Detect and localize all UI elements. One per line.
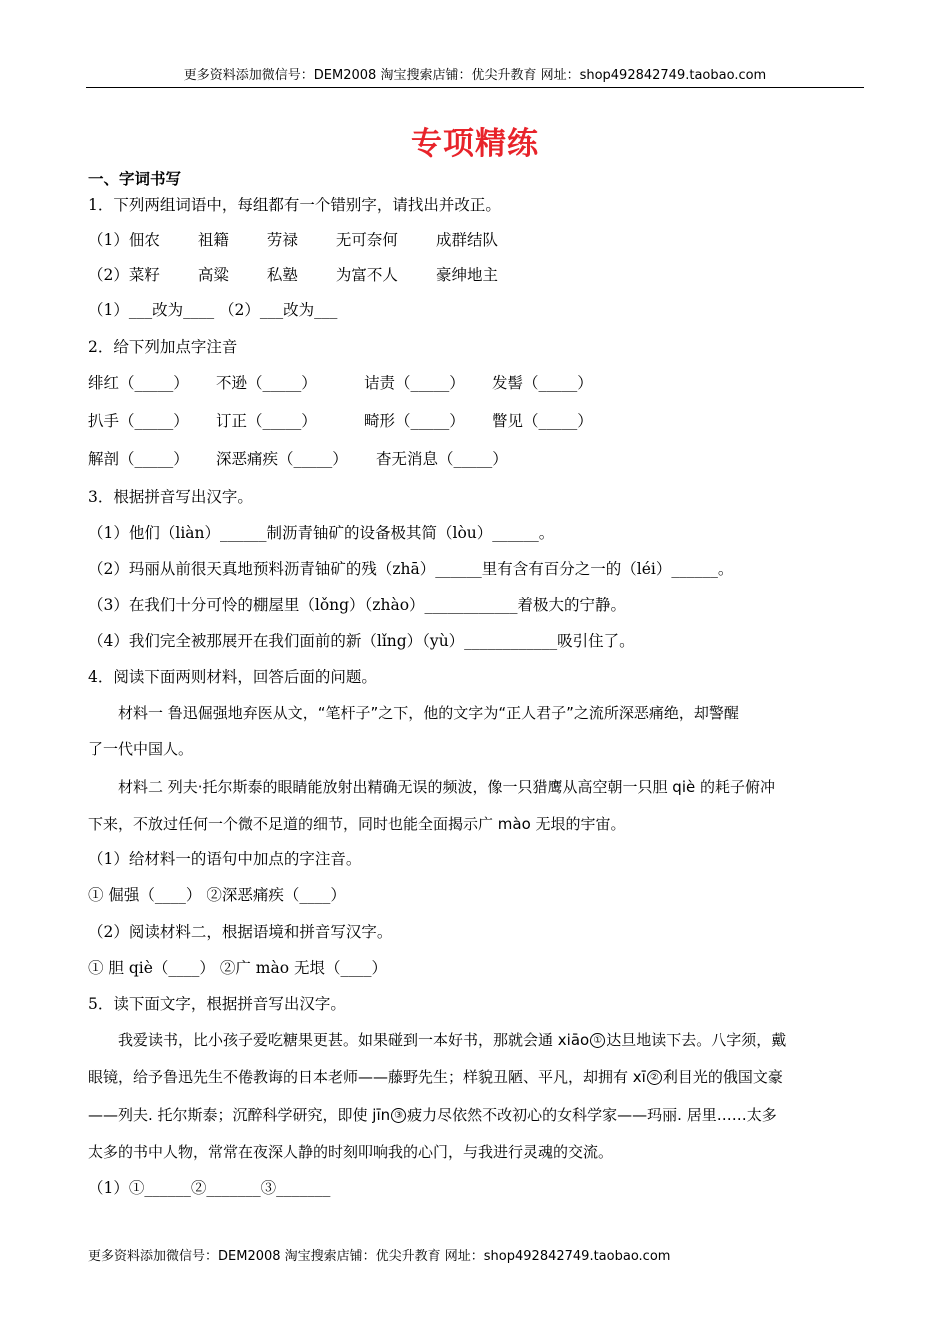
q2-row1 [88, 372, 593, 394]
word: 为富不人 [335, 266, 398, 284]
q4-sub2: （2）阅读材料二，根据语境和拼音写汉字。 [88, 923, 393, 941]
q1-stem: 1．下列两组词语中，每组都有一个错别字，请找出并改正。 [88, 196, 501, 214]
page-title: 专项精练 [411, 126, 539, 162]
word: 高粱 [197, 266, 229, 284]
circled-number: ③ [391, 1108, 406, 1123]
q2-row3 [88, 448, 508, 470]
q4-material2-line1: 材料二 列夫·托尔斯泰的眼睛能放射出精确无误的频波，像一只猎鹰从高空朝一只胆 qiè 的耗子俯冲 [118, 778, 775, 796]
pinyin-item: 深恶痛疾（_____） [216, 450, 348, 468]
q5-passage-line3 [88, 1104, 777, 1126]
word: 豪绅地主 [435, 266, 498, 284]
q5-passage-line4: 太多的书中人物，常常在夜深人静的时刻叩响我的心门，与我进行灵魂的交流。 [88, 1143, 614, 1161]
q1-answer-line: （1）___改为____ （2）___改为___ [88, 301, 338, 319]
word: 成群结队 [435, 231, 498, 249]
q5-stem: 5．读下面文字，根据拼音写出汉字。 [88, 995, 346, 1013]
q1-group1 [88, 229, 498, 251]
word: 劳禄 [266, 231, 298, 249]
q4-material2-line2: 下来，不放过任何一个微不足道的细节，同时也能全面揭示广 mào 无垠的宇宙。 [88, 815, 626, 833]
word: 私塾 [266, 266, 298, 284]
pinyin-item: 解剖（_____） [88, 450, 189, 468]
word: 菜籽 [128, 266, 160, 284]
q1-group2 [88, 264, 498, 286]
text: 我爱读书，比小孩子爱吃糖果更甚。如果碰到一本好书，那就会通 xiāo [118, 1031, 590, 1049]
text: 眼镜，给予鲁迅先生不倦教诲的日本老师——藤野先生；样貌丑陋、平凡，却拥有 xī [88, 1068, 646, 1086]
word: 祖籍 [197, 231, 229, 249]
pinyin-item: 诘责（_____） [364, 374, 465, 392]
page-header: 更多资料添加微信号：DEM2008 淘宝搜索店铺：优尖升教育 网址：shop492842749.taobao.com [183, 68, 767, 83]
text: ——列夫. 托尔斯泰；沉醉科学研究，即使 jīn [88, 1106, 391, 1124]
q3-s2: （2）玛丽从前很天真地预料沥青铀矿的残（zhā）______里有含有百分之一的（léi）______。 [88, 560, 734, 578]
header-divider [86, 87, 864, 88]
pinyin-item: 杳无消息（_____） [376, 450, 508, 468]
text: 疲力尽依然不改初心的女科学家——玛丽. 居里……太多 [407, 1106, 777, 1124]
q3-s4: （4）我们完全被那展开在我们面前的新（lǐng）（yù）____________吸引住了。 [88, 632, 635, 650]
q2-row2 [88, 410, 593, 432]
q4-stem: 4．阅读下面两则材料，回答后面的问题。 [88, 668, 377, 686]
pinyin-item: 绯红（_____） [88, 374, 189, 392]
text: 利目光的俄国文豪 [662, 1068, 783, 1086]
word: 无可奈何 [335, 231, 398, 249]
q4-sub2-answer: ① 胆 qiè（____） ②广 mào 无垠（____） [88, 959, 387, 977]
q4-material1-line1: 材料一 鲁迅倔强地弃医从文，“笔杆子”之下，他的文字为“正人君子”之流所深恶痛绝，却警醒 [118, 704, 739, 722]
q4-material1-line2: 了一代中国人。 [88, 740, 194, 758]
q3-s3: （3）在我们十分可怜的棚屋里（lǒng）（zhào）____________着极大的宁静。 [88, 596, 627, 614]
text: 达旦地读下去。八字须，戴 [606, 1031, 787, 1049]
pinyin-item: 畸形（_____） [364, 412, 465, 430]
word: 佃农 [128, 231, 160, 249]
q1-group1-label: （1） [88, 231, 129, 249]
q1-group2-label: （2） [88, 266, 129, 284]
q4-sub1-answer: ① 倔强（____） ②深恶痛疾（____） [88, 886, 346, 904]
pinyin-item: 瞥见（_____） [492, 412, 593, 430]
pinyin-item: 扒手（_____） [88, 412, 189, 430]
q3-stem: 3．根据拼音写出汉字。 [88, 488, 253, 506]
pinyin-item: 发髻（_____） [492, 374, 593, 392]
q5-answer: （1）①______②_______③_______ [88, 1179, 331, 1197]
q5-passage-line1 [118, 1029, 786, 1051]
circled-number: ① [590, 1033, 605, 1048]
q5-passage-line2 [88, 1066, 783, 1088]
circled-number: ② [647, 1070, 662, 1085]
q4-sub1: （1）给材料一的语句中加点的字注音。 [88, 850, 362, 868]
pinyin-item: 不逊（_____） [216, 374, 317, 392]
pinyin-item: 订正（_____） [216, 412, 317, 430]
q2-stem: 2．给下列加点字注音 [88, 338, 238, 356]
section-heading: 一、字词书写 [88, 170, 182, 188]
page-footer: 更多资料添加微信号：DEM2008 淘宝搜索店铺：优尖升教育 网址：shop492842749.taobao.com [88, 1249, 671, 1264]
q3-s1: （1）他们（liàn）______制沥青铀矿的设备极其简（lòu）______。 [88, 524, 555, 542]
